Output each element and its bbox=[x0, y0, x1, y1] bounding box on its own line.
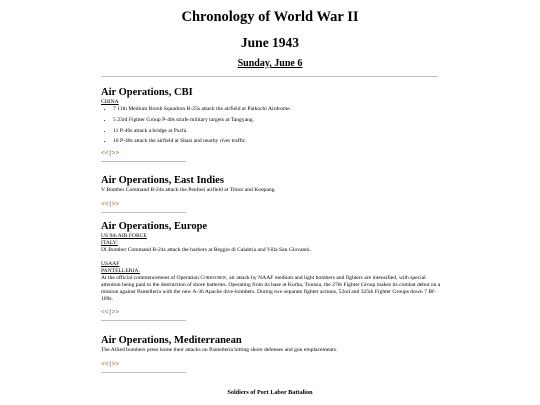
prev-link[interactable]: << bbox=[101, 149, 109, 158]
subheading-italy: ITALY: bbox=[101, 240, 118, 246]
next-link[interactable]: >> bbox=[111, 360, 119, 368]
subheading-usaaf: USAAF bbox=[101, 261, 120, 267]
text-part: , air attack by NAAF medium and light bombers and fighters are intensified, with special attention being paid to the destruction of shore batteries. Operating from its base at Korba, Tunisia, the 27th Fighter Group makes its combat debut on a mission against Pantelleria with the new A-36 Apache dive-bombers. During two separate fighter actions, 52nd and 325th Fighter Groups down 7 Bf-109s. bbox=[101, 275, 441, 302]
text-part: At the official commencement of Operation bbox=[101, 275, 201, 281]
section-divider bbox=[101, 320, 186, 321]
prev-link[interactable]: << bbox=[101, 200, 109, 208]
subheading-9th-af: US 9th AIR FORCE bbox=[101, 233, 147, 239]
page-title: Chronology of World War II bbox=[181, 9, 359, 25]
list-item: • 5 23rd Fighter Group P-40s strafe military targets at Tangyang. bbox=[113, 117, 441, 124]
section-title: Air Operations, CBI bbox=[101, 87, 193, 98]
section-title: Air Operations, East Indies bbox=[101, 175, 224, 186]
nav-separator: | bbox=[109, 200, 111, 208]
section-text: V Bomber Command B-24s attack the Penfoei airfield at Timor and Koepang. bbox=[101, 187, 276, 193]
subheading-china: CHINA bbox=[101, 99, 119, 105]
next-link[interactable]: >> bbox=[111, 149, 119, 158]
list-item: • 10 P-40s attack the airfield at Shasi and nearby river traffic. bbox=[113, 138, 441, 145]
section-text: IX Bomber Command B-24s attack the harbors at Reggio di Calabria and Villa San Giovanni. bbox=[101, 247, 312, 253]
prev-link[interactable]: << bbox=[101, 308, 109, 316]
nav-separator: | bbox=[109, 308, 111, 316]
prev-link[interactable]: << bbox=[101, 360, 109, 368]
section-cbi bbox=[101, 87, 441, 162]
footer-caption: Soldiers of Port Labor Battalion bbox=[227, 389, 313, 396]
next-link[interactable]: >> bbox=[111, 200, 119, 208]
section-divider bbox=[101, 212, 186, 213]
section-text: The Allied bombers press home their attacks on Pantelleria hitting shore defenses and gun emplacements. bbox=[101, 347, 338, 353]
subheading-pantelleria: PANTELLERIA: bbox=[101, 268, 140, 274]
section-mediterranean bbox=[101, 335, 441, 373]
section-text bbox=[101, 275, 441, 303]
section-east-indies bbox=[101, 175, 441, 213]
nav-links bbox=[101, 360, 441, 369]
section-title: Air Operations, Europe bbox=[101, 221, 208, 232]
date-heading: Sunday, June 6 bbox=[237, 58, 303, 69]
nav-links bbox=[101, 308, 441, 317]
cbi-list bbox=[101, 106, 441, 145]
top-divider bbox=[101, 76, 438, 77]
operation-name: Corkscrew bbox=[200, 275, 227, 281]
nav-links bbox=[101, 149, 441, 158]
section-title: Air Operations, Mediterranean bbox=[101, 335, 242, 346]
section-divider bbox=[101, 161, 186, 162]
nav-separator: | bbox=[109, 360, 111, 368]
nav-separator: | bbox=[109, 149, 111, 158]
list-item: • 11 P-40s attack a bridge at Puchi. bbox=[113, 128, 441, 135]
section-divider bbox=[101, 372, 186, 373]
section-europe bbox=[101, 221, 441, 321]
nav-links bbox=[101, 200, 441, 209]
month-heading: June 1943 bbox=[240, 35, 300, 50]
next-link[interactable]: >> bbox=[111, 308, 119, 316]
list-item: • 7 11th Medium Bomb Squadron B-25s attack the airfield at Paikochi Airdrome. bbox=[113, 106, 441, 113]
